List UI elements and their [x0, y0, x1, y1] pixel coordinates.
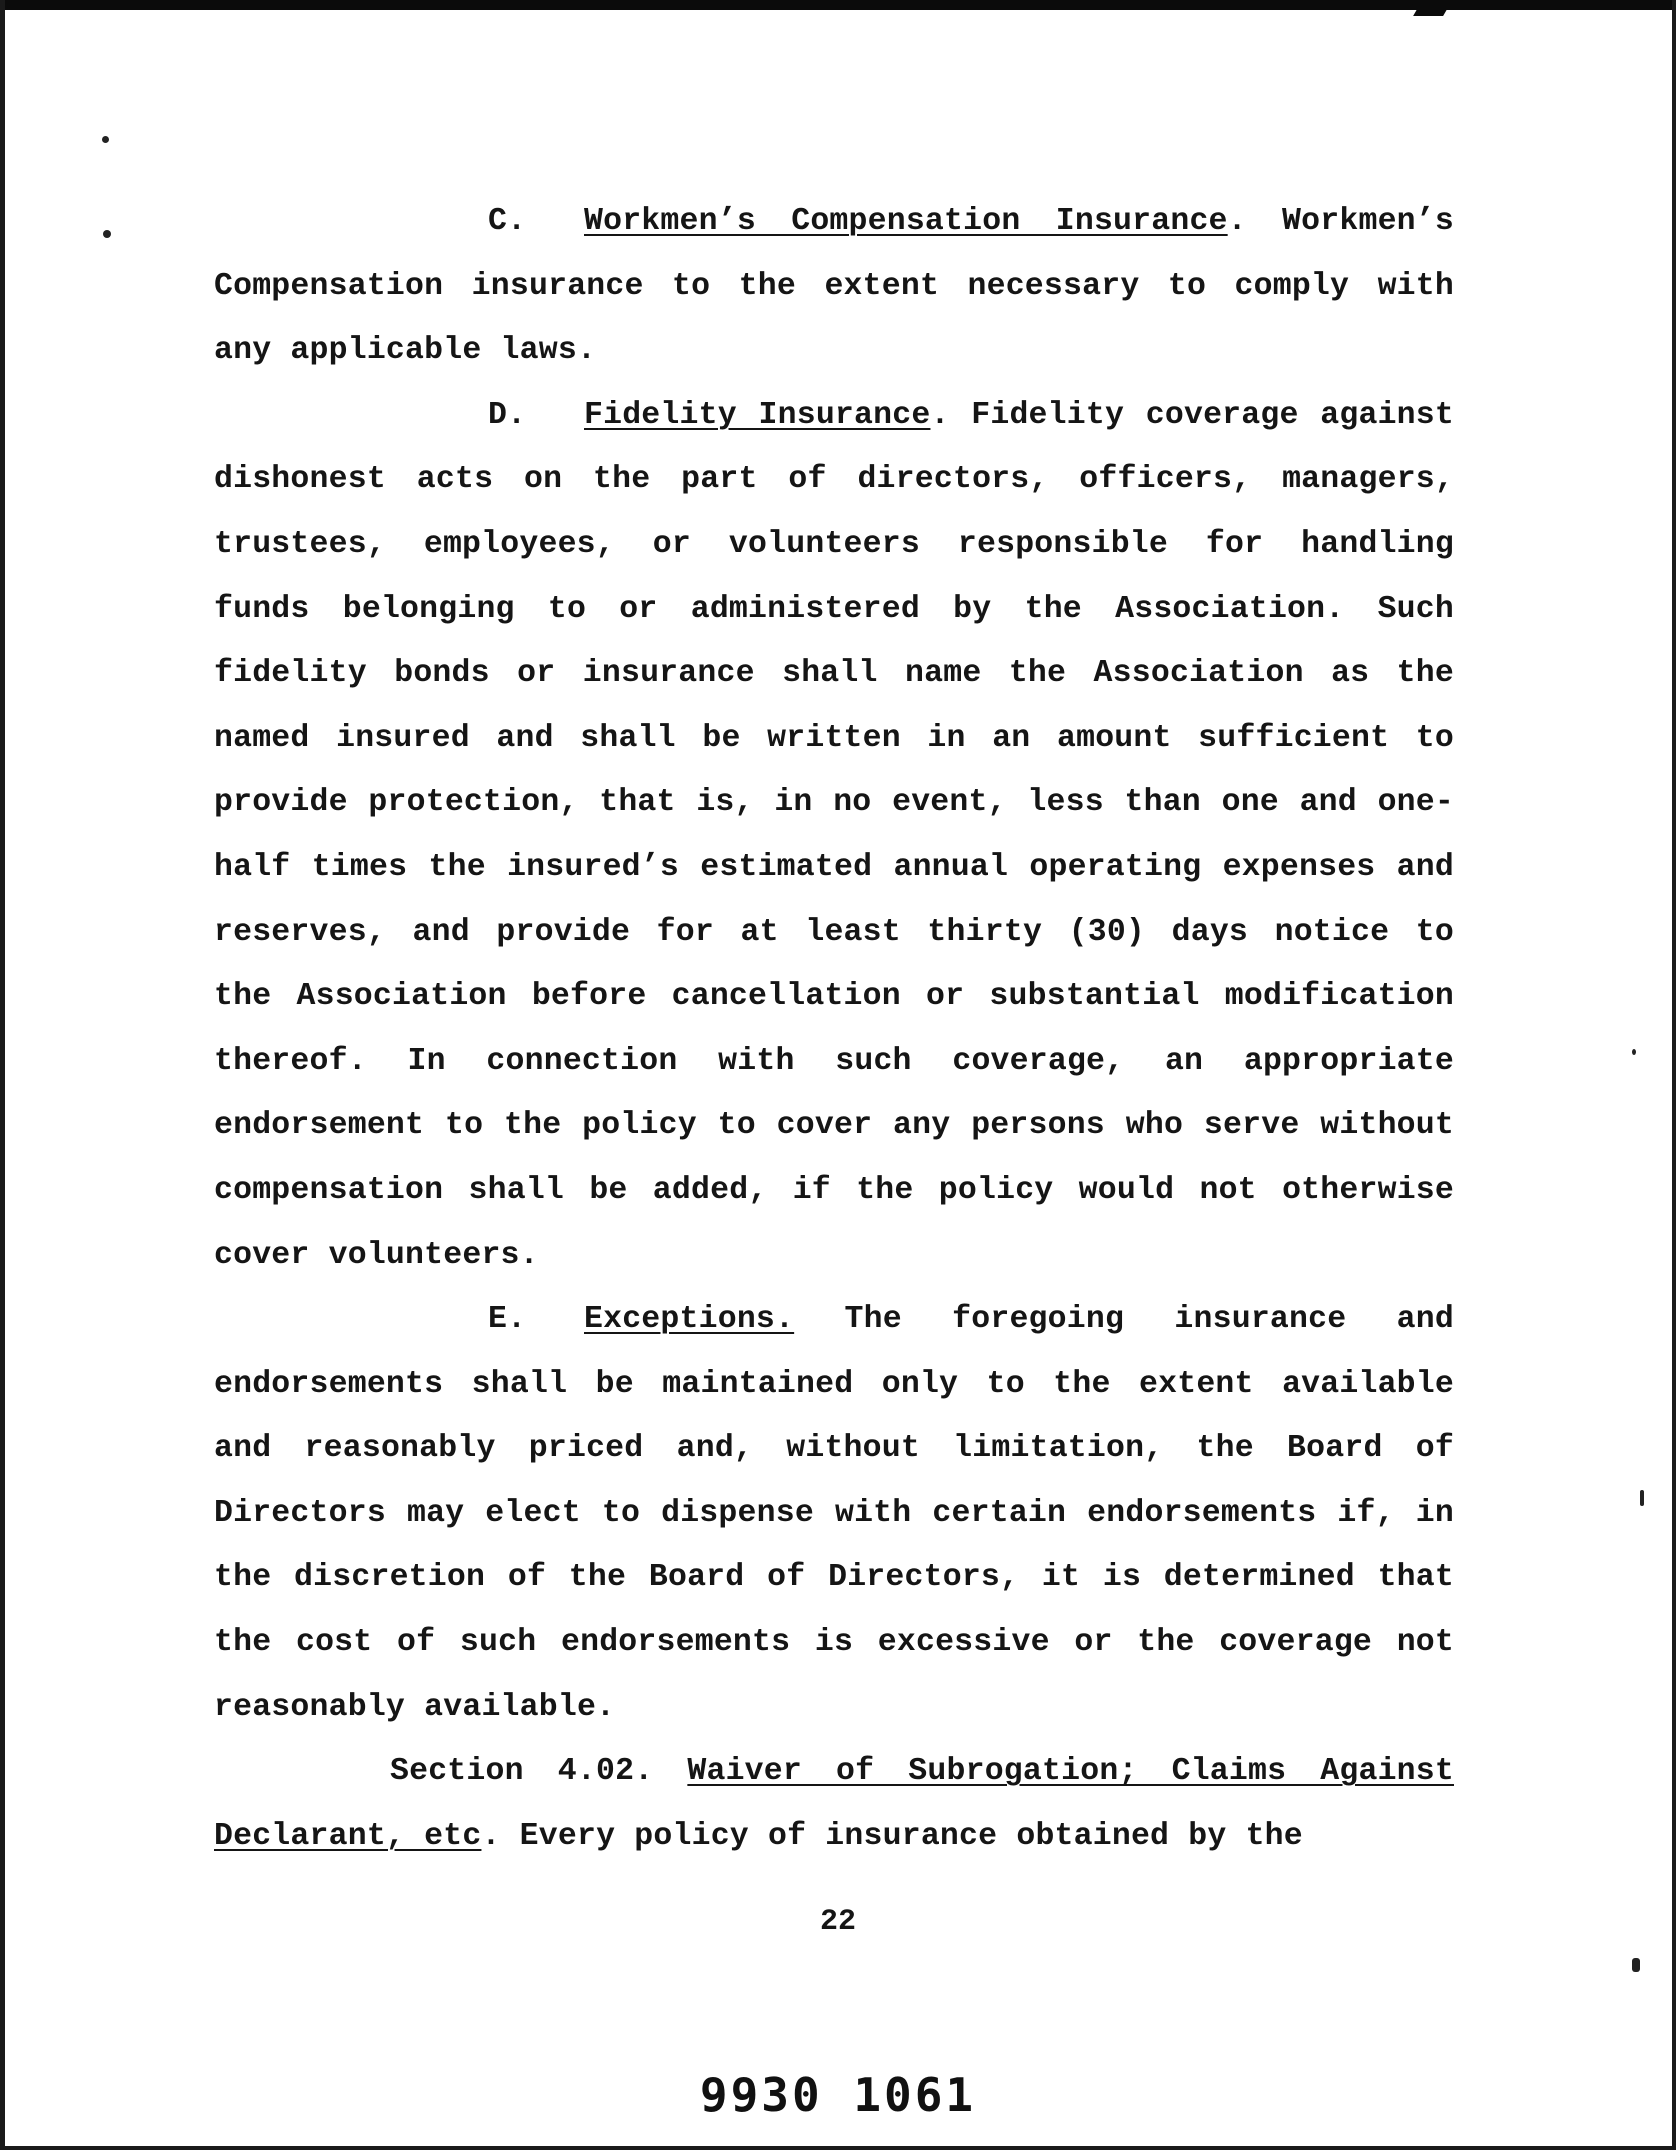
section-body: . Every policy of insurance obtained by the	[481, 1818, 1303, 1854]
paragraph-label: D.	[488, 397, 527, 433]
paragraph-heading: Fidelity Insurance	[584, 397, 931, 433]
scan-speck	[1632, 1049, 1636, 1055]
scan-speck	[103, 230, 111, 238]
scan-edge-bottom	[0, 2146, 1676, 2150]
paragraph-label: E.	[488, 1302, 527, 1338]
paragraph-label: C.	[488, 204, 527, 239]
scan-speck	[102, 136, 109, 143]
scan-edge-left	[0, 0, 5, 2150]
scan-edge-right	[1672, 0, 1676, 2150]
paragraph-heading: Workmen’s Compensation Insurance	[584, 204, 1228, 239]
paragraph-c	[214, 190, 1454, 384]
paragraph-body: . Fidelity coverage against dishonest acts on the part of directors, officers, managers, trustees, employees, or volunteers responsible for handling funds belonging to or administered by the Association. Such fidelity bonds or insurance shall name the Association as the named insured and shall be written in an amount sufficient to provide protection, that is, in no event, less than one and one-half times the insured’s estimated annual operating expenses and reserves, and provide for at least thirty (30) days notice to the Association before cancellation or substantial modification thereof. In connection with such coverage, an appropriate endorsement to the policy to cover any persons who serve without compensation shall be added, if the policy would not otherwise cover volunteers.	[214, 397, 1454, 1273]
section-label: Section 4.02.	[390, 1754, 654, 1790]
scan-speck	[1640, 1490, 1644, 1506]
paragraph-body: The foregoing insurance and endorsements shall be maintained only to the extent available and reasonably priced and, without limitation, the Board of Directors may elect to dispense with certain endorsements if, in the discretion of the Board of Directors, it is determined that the cost of such endorsements is excessive or the coverage not reasonably available.	[214, 1302, 1454, 1725]
paragraph-e	[214, 1288, 1454, 1740]
paragraph-d	[214, 384, 1454, 1288]
recording-stamp: 9930 1061	[699, 2068, 977, 2122]
paragraph-body: . Workmen’s Compensation insurance to the extent necessary to comply with any applicable laws.	[214, 204, 1454, 369]
scan-speck	[1632, 1958, 1640, 1972]
page-number: 22	[819, 1905, 856, 1939]
section-4-02	[214, 1740, 1454, 1869]
paragraph-heading: Exceptions.	[584, 1302, 795, 1338]
scan-edge-mark	[1413, 6, 1449, 16]
section-heading: Waiver of Subrogation; Claims Against Declarant, etc	[214, 1754, 1454, 1854]
body-text	[214, 190, 1454, 1869]
